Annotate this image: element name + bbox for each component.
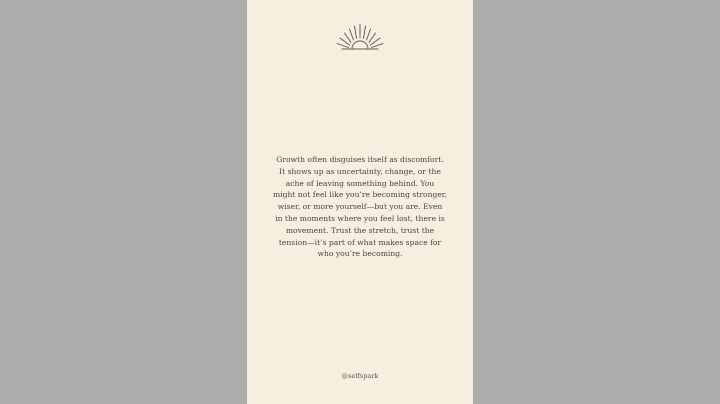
- author-handle: @selfspark: [341, 372, 379, 380]
- quote-line: Growth often disguises itself as discomfort.: [276, 155, 444, 164]
- quote-line: wiser, or more yourself—but you are. Even: [277, 202, 443, 212]
- quote-text: [271, 154, 449, 260]
- quote-line: tension—it’s part of what makes space for: [278, 237, 442, 247]
- quote-line: ache of leaving something behind. You: [285, 178, 435, 188]
- quote-card: [247, 0, 473, 404]
- quote-line: movement. Trust the stretch, trust the: [285, 225, 435, 235]
- quote-line: in the moments where you feel lost, there is: [275, 213, 445, 223]
- quote-line: It shows up as uncertainty, change, or the: [279, 166, 441, 176]
- quote-line: might not feel like you’re becoming stronger,: [272, 190, 448, 200]
- quote-line: who you’re becoming.: [317, 249, 403, 259]
- sunrise-icon: [330, 22, 390, 52]
